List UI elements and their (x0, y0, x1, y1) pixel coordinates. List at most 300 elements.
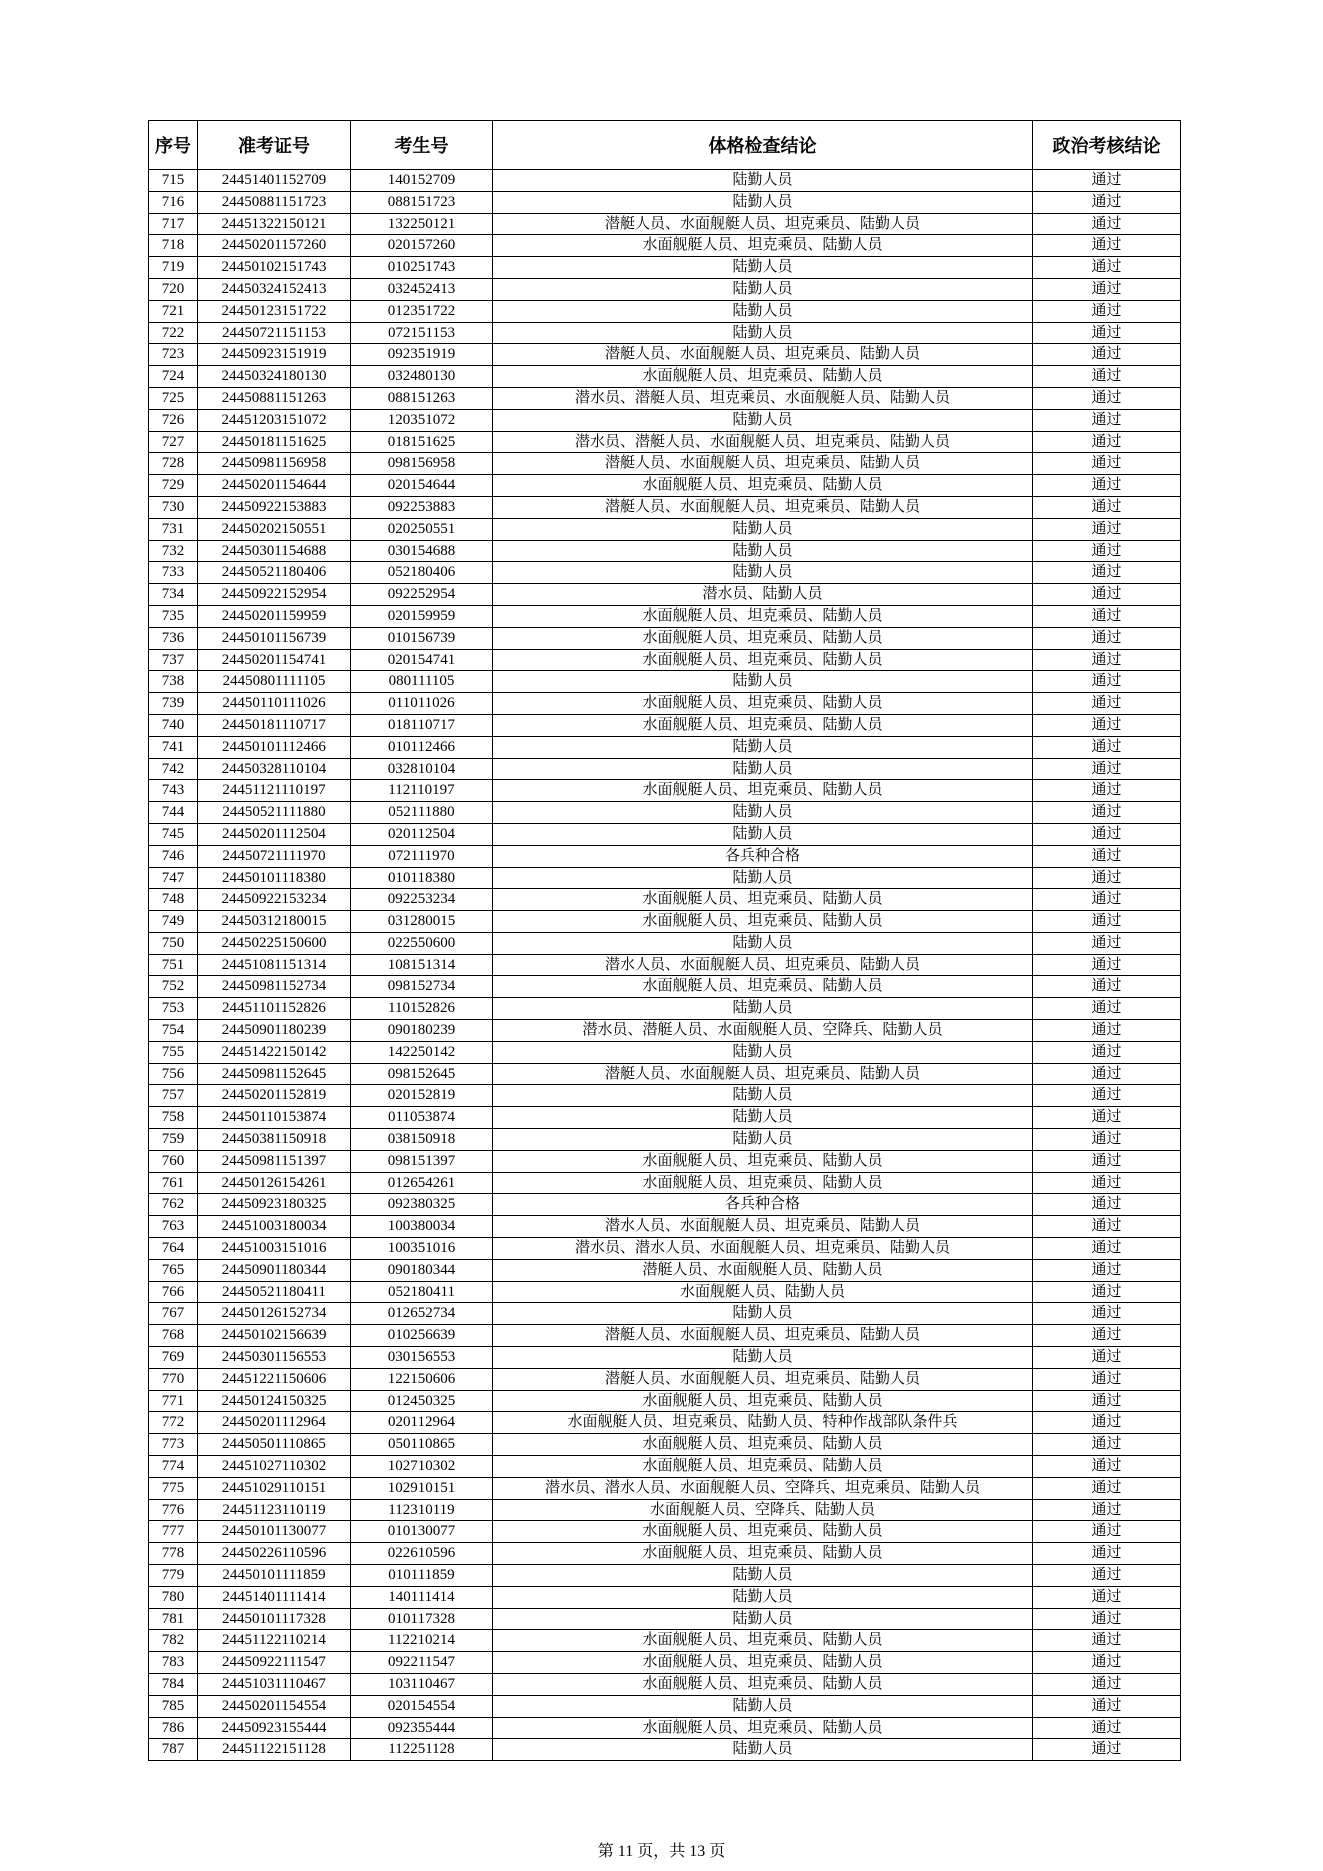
cell-physical-exam-result: 陆勤人员 (493, 1041, 1033, 1063)
cell-physical-exam-result: 陆勤人员 (493, 1608, 1033, 1630)
cell-seq: 780 (149, 1586, 198, 1608)
cell-physical-exam-result: 水面舰艇人员、坦克乘员、陆勤人员 (493, 235, 1033, 257)
cell-political-review-result: 通过 (1033, 1063, 1181, 1085)
cell-political-review-result: 通过 (1033, 1521, 1181, 1543)
cell-admission-number: 24450922152954 (198, 584, 351, 606)
cell-seq: 754 (149, 1020, 198, 1042)
table-row (149, 627, 1181, 649)
cell-admission-number: 24451027110302 (198, 1456, 351, 1478)
cell-seq: 734 (149, 584, 198, 606)
cell-physical-exam-result: 水面舰艇人员、坦克乘员、陆勤人员 (493, 1456, 1033, 1478)
header-candidate-number: 考生号 (351, 121, 493, 170)
cell-seq: 717 (149, 213, 198, 235)
cell-admission-number: 24450126152734 (198, 1303, 351, 1325)
cell-seq: 770 (149, 1368, 198, 1390)
cell-seq: 735 (149, 605, 198, 627)
table-row (149, 1695, 1181, 1717)
cell-physical-exam-result: 水面舰艇人员、坦克乘员、陆勤人员 (493, 889, 1033, 911)
cell-seq: 764 (149, 1238, 198, 1260)
page-footer: 第 11 页，共 13 页 (597, 1843, 726, 1860)
header-admission-number: 准考证号 (198, 121, 351, 170)
cell-admission-number: 24451422150142 (198, 1041, 351, 1063)
table-row (149, 235, 1181, 257)
cell-physical-exam-result: 潜艇人员、水面舰艇人员、坦克乘员、陆勤人员 (493, 1063, 1033, 1085)
cell-candidate-number: 020112964 (351, 1412, 493, 1434)
cell-seq: 752 (149, 976, 198, 998)
cell-seq: 773 (149, 1434, 198, 1456)
cell-physical-exam-result: 陆勤人员 (493, 518, 1033, 540)
cell-admission-number: 24450901180344 (198, 1259, 351, 1281)
cell-political-review-result: 通过 (1033, 1368, 1181, 1390)
cell-admission-number: 24450225150600 (198, 932, 351, 954)
cell-physical-exam-result: 陆勤人员 (493, 758, 1033, 780)
cell-admission-number: 24451031110467 (198, 1673, 351, 1695)
cell-seq: 772 (149, 1412, 198, 1434)
cell-seq: 774 (149, 1456, 198, 1478)
cell-admission-number: 24450301156553 (198, 1347, 351, 1369)
table-row (149, 191, 1181, 213)
cell-seq: 736 (149, 627, 198, 649)
cell-political-review-result: 通过 (1033, 954, 1181, 976)
table-row (149, 1543, 1181, 1565)
cell-seq: 787 (149, 1739, 198, 1761)
table-row (149, 954, 1181, 976)
table-row (149, 1565, 1181, 1587)
table-row (149, 780, 1181, 802)
cell-seq: 728 (149, 453, 198, 475)
cell-candidate-number: 032452413 (351, 278, 493, 300)
cell-political-review-result: 通过 (1033, 387, 1181, 409)
cell-candidate-number: 022610596 (351, 1543, 493, 1565)
cell-political-review-result: 通过 (1033, 278, 1181, 300)
cell-candidate-number: 072111970 (351, 845, 493, 867)
cell-admission-number: 24450201112964 (198, 1412, 351, 1434)
cell-candidate-number: 020152819 (351, 1085, 493, 1107)
cell-candidate-number: 020159959 (351, 605, 493, 627)
table-row (149, 671, 1181, 693)
table-row (149, 693, 1181, 715)
cell-seq: 742 (149, 758, 198, 780)
cell-seq: 715 (149, 170, 198, 192)
cell-candidate-number: 022550600 (351, 932, 493, 954)
cell-admission-number: 24450521180406 (198, 562, 351, 584)
cell-admission-number: 24451401152709 (198, 170, 351, 192)
cell-seq: 776 (149, 1499, 198, 1521)
cell-admission-number: 24451203151072 (198, 409, 351, 431)
cell-political-review-result: 通过 (1033, 780, 1181, 802)
table-row (149, 867, 1181, 889)
cell-political-review-result: 通过 (1033, 170, 1181, 192)
cell-political-review-result: 通过 (1033, 1652, 1181, 1674)
cell-political-review-result: 通过 (1033, 845, 1181, 867)
cell-admission-number: 24450923155444 (198, 1717, 351, 1739)
cell-physical-exam-result: 水面舰艇人员、坦克乘员、陆勤人员 (493, 1390, 1033, 1412)
table-row (149, 823, 1181, 845)
cell-admission-number: 24450102156639 (198, 1325, 351, 1347)
table-row (149, 1150, 1181, 1172)
table-row (149, 453, 1181, 475)
cell-physical-exam-result: 陆勤人员 (493, 823, 1033, 845)
cell-candidate-number: 018151625 (351, 431, 493, 453)
cell-physical-exam-result: 各兵种合格 (493, 845, 1033, 867)
cell-candidate-number: 080111105 (351, 671, 493, 693)
cell-admission-number: 24450202150551 (198, 518, 351, 540)
table-row (149, 1477, 1181, 1499)
cell-political-review-result: 通过 (1033, 431, 1181, 453)
table-row (149, 1216, 1181, 1238)
cell-candidate-number: 052180411 (351, 1281, 493, 1303)
cell-candidate-number: 032810104 (351, 758, 493, 780)
cell-admission-number: 24450981156958 (198, 453, 351, 475)
cell-physical-exam-result: 水面舰艇人员、坦克乘员、陆勤人员 (493, 780, 1033, 802)
cell-seq: 739 (149, 693, 198, 715)
cell-seq: 721 (149, 300, 198, 322)
cell-seq: 744 (149, 802, 198, 824)
cell-physical-exam-result: 陆勤人员 (493, 1303, 1033, 1325)
table-row (149, 605, 1181, 627)
cell-political-review-result: 通过 (1033, 1586, 1181, 1608)
cell-political-review-result: 通过 (1033, 213, 1181, 235)
cell-political-review-result: 通过 (1033, 1303, 1181, 1325)
table-row (149, 714, 1181, 736)
cell-candidate-number: 010118380 (351, 867, 493, 889)
table-row (149, 1020, 1181, 1042)
cell-political-review-result: 通过 (1033, 736, 1181, 758)
cell-candidate-number: 072151153 (351, 322, 493, 344)
table-row (149, 540, 1181, 562)
cell-physical-exam-result: 水面舰艇人员、坦克乘员、陆勤人员 (493, 1717, 1033, 1739)
cell-admission-number: 24450922111547 (198, 1652, 351, 1674)
cell-admission-number: 24451401111414 (198, 1586, 351, 1608)
table-header-row (149, 121, 1181, 170)
cell-candidate-number: 050110865 (351, 1434, 493, 1456)
table-row (149, 1281, 1181, 1303)
cell-seq: 743 (149, 780, 198, 802)
table-row (149, 1673, 1181, 1695)
cell-candidate-number: 011053874 (351, 1107, 493, 1129)
cell-political-review-result: 通过 (1033, 191, 1181, 213)
cell-physical-exam-result: 潜水人员、水面舰艇人员、坦克乘员、陆勤人员 (493, 1216, 1033, 1238)
cell-political-review-result: 通过 (1033, 889, 1181, 911)
cell-political-review-result: 通过 (1033, 1085, 1181, 1107)
table-row (149, 366, 1181, 388)
results-table (148, 120, 1181, 1761)
cell-admission-number: 24450101111859 (198, 1565, 351, 1587)
cell-political-review-result: 通过 (1033, 1194, 1181, 1216)
header-political-review-result: 政治考核结论 (1033, 121, 1181, 170)
table-row (149, 1041, 1181, 1063)
cell-physical-exam-result: 水面舰艇人员、坦克乘员、陆勤人员 (493, 1543, 1033, 1565)
table-row (149, 1630, 1181, 1652)
table-row (149, 1456, 1181, 1478)
cell-physical-exam-result: 陆勤人员 (493, 1085, 1033, 1107)
cell-political-review-result: 通过 (1033, 1565, 1181, 1587)
cell-political-review-result: 通过 (1033, 344, 1181, 366)
cell-seq: 758 (149, 1107, 198, 1129)
cell-seq: 740 (149, 714, 198, 736)
cell-candidate-number: 132250121 (351, 213, 493, 235)
table-row (149, 1129, 1181, 1151)
cell-admission-number: 24450101118380 (198, 867, 351, 889)
cell-seq: 766 (149, 1281, 198, 1303)
cell-admission-number: 24450801111105 (198, 671, 351, 693)
table-row (149, 1521, 1181, 1543)
cell-physical-exam-result: 潜水员、潜艇人员、坦克乘员、水面舰艇人员、陆勤人员 (493, 387, 1033, 409)
table-row (149, 1717, 1181, 1739)
cell-political-review-result: 通过 (1033, 1543, 1181, 1565)
cell-political-review-result: 通过 (1033, 605, 1181, 627)
cell-candidate-number: 010156739 (351, 627, 493, 649)
table-row (149, 518, 1181, 540)
cell-candidate-number: 020154554 (351, 1695, 493, 1717)
cell-candidate-number: 010117328 (351, 1608, 493, 1630)
cell-political-review-result: 通过 (1033, 998, 1181, 1020)
cell-admission-number: 24450923151919 (198, 344, 351, 366)
cell-candidate-number: 112310119 (351, 1499, 493, 1521)
cell-physical-exam-result: 水面舰艇人员、坦克乘员、陆勤人员 (493, 1673, 1033, 1695)
cell-seq: 762 (149, 1194, 198, 1216)
cell-physical-exam-result: 陆勤人员 (493, 998, 1033, 1020)
cell-physical-exam-result: 陆勤人员 (493, 300, 1033, 322)
cell-admission-number: 24450123151722 (198, 300, 351, 322)
cell-physical-exam-result: 潜水员、潜水人员、水面舰艇人员、空降兵、坦克乘员、陆勤人员 (493, 1477, 1033, 1499)
cell-political-review-result: 通过 (1033, 496, 1181, 518)
cell-physical-exam-result: 水面舰艇人员、坦克乘员、陆勤人员 (493, 627, 1033, 649)
cell-physical-exam-result: 水面舰艇人员、坦克乘员、陆勤人员 (493, 976, 1033, 998)
cell-physical-exam-result: 水面舰艇人员、坦克乘员、陆勤人员、特种作战部队条件兵 (493, 1412, 1033, 1434)
cell-political-review-result: 通过 (1033, 1477, 1181, 1499)
cell-seq: 745 (149, 823, 198, 845)
cell-candidate-number: 098156958 (351, 453, 493, 475)
cell-candidate-number: 140111414 (351, 1586, 493, 1608)
cell-admission-number: 24450101112466 (198, 736, 351, 758)
table-row (149, 802, 1181, 824)
cell-candidate-number: 020154741 (351, 649, 493, 671)
cell-admission-number: 24450923180325 (198, 1194, 351, 1216)
cell-admission-number: 24450201154554 (198, 1695, 351, 1717)
cell-seq: 733 (149, 562, 198, 584)
cell-candidate-number: 010256639 (351, 1325, 493, 1347)
cell-political-review-result: 通过 (1033, 1456, 1181, 1478)
cell-admission-number: 24450328110104 (198, 758, 351, 780)
table-row (149, 170, 1181, 192)
cell-seq: 763 (149, 1216, 198, 1238)
cell-admission-number: 24450721111970 (198, 845, 351, 867)
cell-admission-number: 24450721151153 (198, 322, 351, 344)
table-row (149, 213, 1181, 235)
cell-physical-exam-result: 陆勤人员 (493, 1739, 1033, 1761)
cell-candidate-number: 098152734 (351, 976, 493, 998)
cell-admission-number: 24450110153874 (198, 1107, 351, 1129)
table-row (149, 1608, 1181, 1630)
cell-admission-number: 24451123110119 (198, 1499, 351, 1521)
cell-political-review-result: 通过 (1033, 1107, 1181, 1129)
cell-physical-exam-result: 陆勤人员 (493, 322, 1033, 344)
cell-seq: 760 (149, 1150, 198, 1172)
cell-political-review-result: 通过 (1033, 823, 1181, 845)
cell-physical-exam-result: 潜艇人员、水面舰艇人员、坦克乘员、陆勤人员 (493, 1325, 1033, 1347)
cell-political-review-result: 通过 (1033, 453, 1181, 475)
cell-candidate-number: 088151723 (351, 191, 493, 213)
cell-physical-exam-result: 水面舰艇人员、坦克乘员、陆勤人员 (493, 1172, 1033, 1194)
cell-admission-number: 24450101130077 (198, 1521, 351, 1543)
cell-seq: 751 (149, 954, 198, 976)
table-body (149, 170, 1181, 1761)
cell-physical-exam-result: 水面舰艇人员、坦克乘员、陆勤人员 (493, 714, 1033, 736)
cell-physical-exam-result: 潜艇人员、水面舰艇人员、坦克乘员、陆勤人员 (493, 213, 1033, 235)
cell-admission-number: 24450201112504 (198, 823, 351, 845)
cell-seq: 730 (149, 496, 198, 518)
cell-seq: 779 (149, 1565, 198, 1587)
cell-candidate-number: 092351919 (351, 344, 493, 366)
cell-admission-number: 24451029110151 (198, 1477, 351, 1499)
table-row (149, 932, 1181, 954)
cell-candidate-number: 090180239 (351, 1020, 493, 1042)
cell-political-review-result: 通过 (1033, 1216, 1181, 1238)
cell-political-review-result: 通过 (1033, 1390, 1181, 1412)
table-row (149, 257, 1181, 279)
cell-candidate-number: 020154644 (351, 475, 493, 497)
table-row (149, 1368, 1181, 1390)
cell-seq: 722 (149, 322, 198, 344)
cell-physical-exam-result: 水面舰艇人员、坦克乘员、陆勤人员 (493, 1521, 1033, 1543)
table-row (149, 409, 1181, 431)
cell-seq: 749 (149, 911, 198, 933)
cell-seq: 753 (149, 998, 198, 1020)
cell-seq: 716 (149, 191, 198, 213)
cell-political-review-result: 通过 (1033, 1041, 1181, 1063)
cell-political-review-result: 通过 (1033, 649, 1181, 671)
cell-physical-exam-result: 陆勤人员 (493, 562, 1033, 584)
cell-admission-number: 24450312180015 (198, 911, 351, 933)
cell-political-review-result: 通过 (1033, 366, 1181, 388)
cell-candidate-number: 018110717 (351, 714, 493, 736)
cell-admission-number: 24450981151397 (198, 1150, 351, 1172)
table-row (149, 1172, 1181, 1194)
cell-political-review-result: 通过 (1033, 976, 1181, 998)
table-row (149, 1303, 1181, 1325)
cell-candidate-number: 010251743 (351, 257, 493, 279)
table-row (149, 1085, 1181, 1107)
cell-seq: 757 (149, 1085, 198, 1107)
table-row (149, 1390, 1181, 1412)
cell-political-review-result: 通过 (1033, 1673, 1181, 1695)
cell-admission-number: 24450201157260 (198, 235, 351, 257)
cell-admission-number: 24450881151263 (198, 387, 351, 409)
cell-candidate-number: 092380325 (351, 1194, 493, 1216)
cell-political-review-result: 通过 (1033, 1238, 1181, 1260)
header-physical-exam-result: 体格检查结论 (493, 121, 1033, 170)
cell-candidate-number: 092211547 (351, 1652, 493, 1674)
cell-admission-number: 24451122151128 (198, 1739, 351, 1761)
cell-physical-exam-result: 陆勤人员 (493, 1565, 1033, 1587)
cell-physical-exam-result: 陆勤人员 (493, 191, 1033, 213)
cell-candidate-number: 020112504 (351, 823, 493, 845)
cell-seq: 732 (149, 540, 198, 562)
cell-political-review-result: 通过 (1033, 322, 1181, 344)
cell-candidate-number: 103110467 (351, 1673, 493, 1695)
table-row (149, 845, 1181, 867)
cell-candidate-number: 098151397 (351, 1150, 493, 1172)
table-row (149, 344, 1181, 366)
table-row (149, 1259, 1181, 1281)
cell-candidate-number: 010130077 (351, 1521, 493, 1543)
cell-seq: 761 (149, 1172, 198, 1194)
cell-admission-number: 24450381150918 (198, 1129, 351, 1151)
table-row (149, 322, 1181, 344)
cell-admission-number: 24450181110717 (198, 714, 351, 736)
cell-political-review-result: 通过 (1033, 714, 1181, 736)
cell-political-review-result: 通过 (1033, 475, 1181, 497)
cell-political-review-result: 通过 (1033, 802, 1181, 824)
cell-admission-number: 24450201159959 (198, 605, 351, 627)
cell-physical-exam-result: 陆勤人员 (493, 1347, 1033, 1369)
cell-political-review-result: 通过 (1033, 1499, 1181, 1521)
cell-political-review-result: 通过 (1033, 257, 1181, 279)
cell-candidate-number: 092253234 (351, 889, 493, 911)
cell-physical-exam-result: 水面舰艇人员、坦克乘员、陆勤人员 (493, 475, 1033, 497)
table-row (149, 649, 1181, 671)
cell-political-review-result: 通过 (1033, 867, 1181, 889)
cell-seq: 737 (149, 649, 198, 671)
cell-physical-exam-result: 水面舰艇人员、坦克乘员、陆勤人员 (493, 605, 1033, 627)
cell-candidate-number: 100351016 (351, 1238, 493, 1260)
cell-candidate-number: 092253883 (351, 496, 493, 518)
cell-political-review-result: 通过 (1033, 1434, 1181, 1456)
cell-candidate-number: 110152826 (351, 998, 493, 1020)
table-row (149, 998, 1181, 1020)
cell-seq: 771 (149, 1390, 198, 1412)
cell-candidate-number: 010112466 (351, 736, 493, 758)
cell-seq: 782 (149, 1630, 198, 1652)
cell-seq: 719 (149, 257, 198, 279)
table-row (149, 889, 1181, 911)
cell-candidate-number: 092355444 (351, 1717, 493, 1739)
table-row (149, 911, 1181, 933)
cell-seq: 738 (149, 671, 198, 693)
cell-admission-number: 24451003180034 (198, 1216, 351, 1238)
cell-candidate-number: 031280015 (351, 911, 493, 933)
table-row (149, 1434, 1181, 1456)
cell-political-review-result: 通过 (1033, 1412, 1181, 1434)
cell-candidate-number: 102910151 (351, 1477, 493, 1499)
cell-seq: 775 (149, 1477, 198, 1499)
cell-physical-exam-result: 陆勤人员 (493, 409, 1033, 431)
table-row (149, 475, 1181, 497)
cell-admission-number: 24450101117328 (198, 1608, 351, 1630)
cell-political-review-result: 通过 (1033, 758, 1181, 780)
cell-physical-exam-result: 陆勤人员 (493, 1586, 1033, 1608)
cell-candidate-number: 012351722 (351, 300, 493, 322)
table-row (149, 976, 1181, 998)
cell-seq: 765 (149, 1259, 198, 1281)
cell-admission-number: 24451221150606 (198, 1368, 351, 1390)
table-row (149, 300, 1181, 322)
cell-seq: 750 (149, 932, 198, 954)
cell-candidate-number: 012652734 (351, 1303, 493, 1325)
cell-political-review-result: 通过 (1033, 409, 1181, 431)
cell-admission-number: 24450901180239 (198, 1020, 351, 1042)
table-row (149, 1347, 1181, 1369)
cell-physical-exam-result: 陆勤人员 (493, 257, 1033, 279)
cell-candidate-number: 052180406 (351, 562, 493, 584)
cell-political-review-result: 通过 (1033, 235, 1181, 257)
cell-seq: 768 (149, 1325, 198, 1347)
cell-admission-number: 24450922153234 (198, 889, 351, 911)
cell-candidate-number: 140152709 (351, 170, 493, 192)
cell-physical-exam-result: 陆勤人员 (493, 1695, 1033, 1717)
cell-physical-exam-result: 水面舰艇人员、坦克乘员、陆勤人员 (493, 911, 1033, 933)
